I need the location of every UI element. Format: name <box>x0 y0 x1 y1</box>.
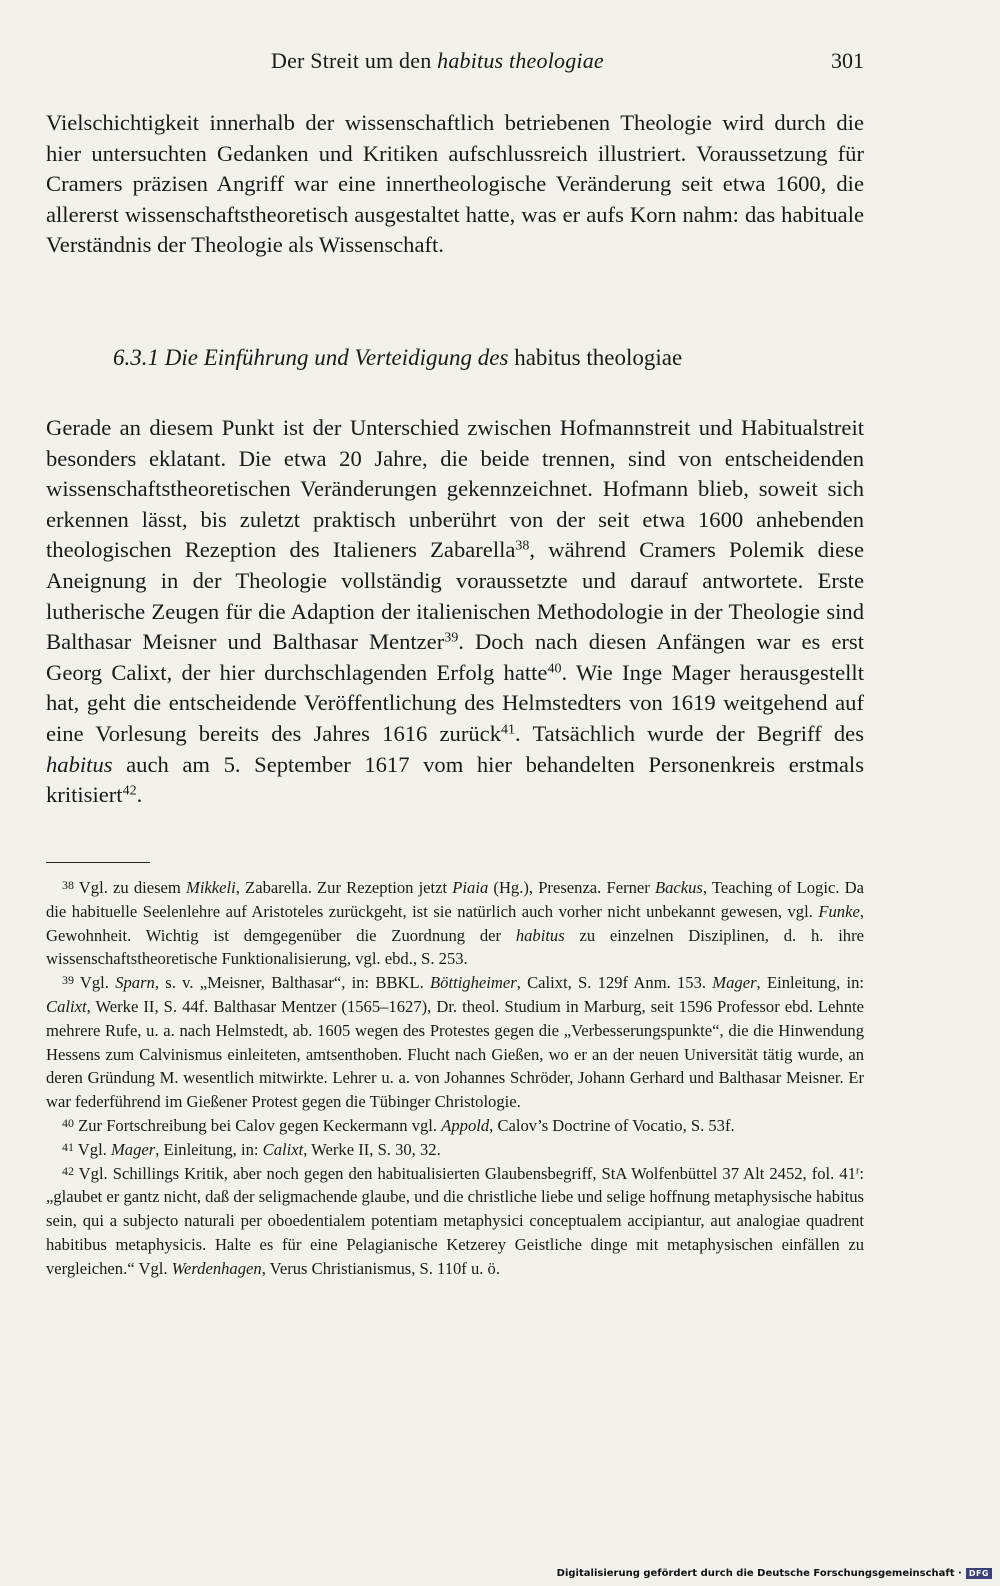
footnote-ref-38[interactable]: 38 <box>515 538 530 554</box>
footnotes <box>46 876 864 1281</box>
section-heading <box>113 345 682 371</box>
dfg-logo-icon: DFG <box>966 1568 992 1579</box>
running-head: Der Streit um den habitus theologiae <box>271 48 604 73</box>
section-heading-italic: 6.3.1 Die Einführung und Verteidigung des <box>113 345 509 370</box>
page-header <box>46 48 864 80</box>
footnote-ref-40[interactable]: 40 <box>547 661 562 677</box>
footnote-42: $^{42}$ Vgl. Schillings Kritik, aber noch gegen den habitualisierten Glaubensbegriff, StA Wolfenbüttel 37 Alt 2452, fol. 41$^r$: „glaubet er gantz nicht, daß der seligmachende glaube, und die christliche liebe und selige hoffnung metaphysische habitus sein, qui a subjecto naturali per oboedentialem potentiam metaphysici conceptualem accipiantur, aut analogiae quadrent habitibus metaphysicis. Halte es für eine Pelagianische Ketzerey Geistliche dinge mit metaphysischen einfällen zu vergleichen.“ Vgl. Werdenhagen, Verus Christianismus, S. 110f u. ö. <box>46 1163 864 1278</box>
page-number: 301 <box>831 48 864 73</box>
footnote-40: $^{40}$ Zur Fortschreibung bei Calov gegen Keckermann vgl. Appold, Calov’s Doctrine of Vocatio, S. 53f. <box>62 1115 735 1135</box>
credit-text: Digitalisierung gefördert durch die Deutsche Forschungsgemeinschaft · <box>556 1567 962 1579</box>
digitization-credit <box>557 1564 992 1582</box>
body-paragraph-2: Gerade an diesem Punkt ist der Unterschied zwischen Hofmannstreit und Habitualstreit besonders eklatant. Die etwa 20 Jahre, die beide trennen, sind von entscheidenden wissenschaftstheoretischen Veränderungen gekennzeichnet. Hofmann blieb, soweit sich erkennen lässt, bis zuletzt praktisch unberührt von der seit etwa 1600 anhebenden theologischen Rezeption des Italieners Zabarella$^{38}$, während Cramers Polemik diese Aneignung in der Theologie vollständig voraussetzte und darauf antwortete. Erste lutherische Zeugen für die Adaption der italienischen Methodologie in der Theologie sind Balthasar Meisner und Balthasar Mentzer$^{39}$. Doch nach diesen Anfängen war es erst Georg Calixt, der hier durchschlagenden Erfolg hatte$^{40}$. Wie Inge Mager herausgestellt hat, geht die entscheidende Veröffentlichung des Helmstedters von 1619 weitgehend auf eine Vorlesung bereits des Jahres 1616 zurück$^{41}$. Tatsächlich wurde der Begriff des habitus auch am 5. September 1617 vom hier behandelten Personenkreis erstmals kritisiert$^{42}$. <box>46 415 865 808</box>
section-heading-roman: habitus theologiae <box>508 345 683 370</box>
footnote-41: $^{41}$ Vgl. Mager, Einleitung, in: Calixt, Werke II, S. 30, 32. <box>62 1139 441 1159</box>
footnote-ref-41[interactable]: 41 <box>501 722 516 738</box>
footnote-39: $^{39}$ Vgl. Sparn, s. v. „Meisner, Balthasar“, in: BBKL. Böttigheimer, Calixt, S. 129f Anm. 153. Mager, Einleitung, in: Calixt, Werke II, S. 44f. Balthasar Mentzer (1565–1627), Dr. theol. Studium in Marburg, seit 1596 Professor ebd. Lehnte mehrere Rufe, u. a. nach Helmstedt, ab. 1605 wegen des Protestes gegen die „Verbesserungspunkte“, die die Hinwendung Hessens zum Calvinismus einleiteten, amtsenthoben. Flucht nach Gießen, wo er an der neuen Universität tätig wurde, an deren Gründung M. wesentlich mitwirkte. Lehrer u. a. von Johannes Schröder, Johann Gerhard und Balthasar Meisner. Er war federführend im Gießener Protest gegen die Tübinger Christologie. <box>46 973 864 1112</box>
footnote-38: $^{38}$ Vgl. zu diesem Mikkeli, Zabarella. Zur Rezeption jetzt Piaia (Hg.), Presenza. Ferner Backus, Teaching of Logic. Da die habituelle Seelenlehre auf Aristoteles zurückgeht, ist sie natürlich auch vorher nicht unbekannt gewesen, vgl. Funke, Gewohnheit. Wichtig ist demgegenüber die Zuordnung der habitus zu einzelnen Disziplinen, d. h. ihre wissenschaftstheoretische Funktionalisierung, vgl. ebd., S. 253. <box>46 877 864 969</box>
footnote-ref-39[interactable]: 39 <box>444 630 459 646</box>
footnote-rule <box>46 862 150 863</box>
footnote-ref-42[interactable]: 42 <box>122 783 137 799</box>
running-head-italic: habitus theologiae <box>437 48 604 73</box>
body-paragraph-1: Vielschichtigkeit innerhalb der wissenschaftlich betriebenen Theologie wird durch die hier untersuchten Gedanken und Kritiken aufschlussreich illustriert. Voraussetzung für Cramers präzisen Angriff war eine innertheologische Veränderung seit etwa 1600, die allererst wissenschaftstheoretisch ausgestaltet hatte, was er aufs Korn nahm: das habituale Verständnis der Theologie als Wissenschaft. <box>46 110 864 258</box>
